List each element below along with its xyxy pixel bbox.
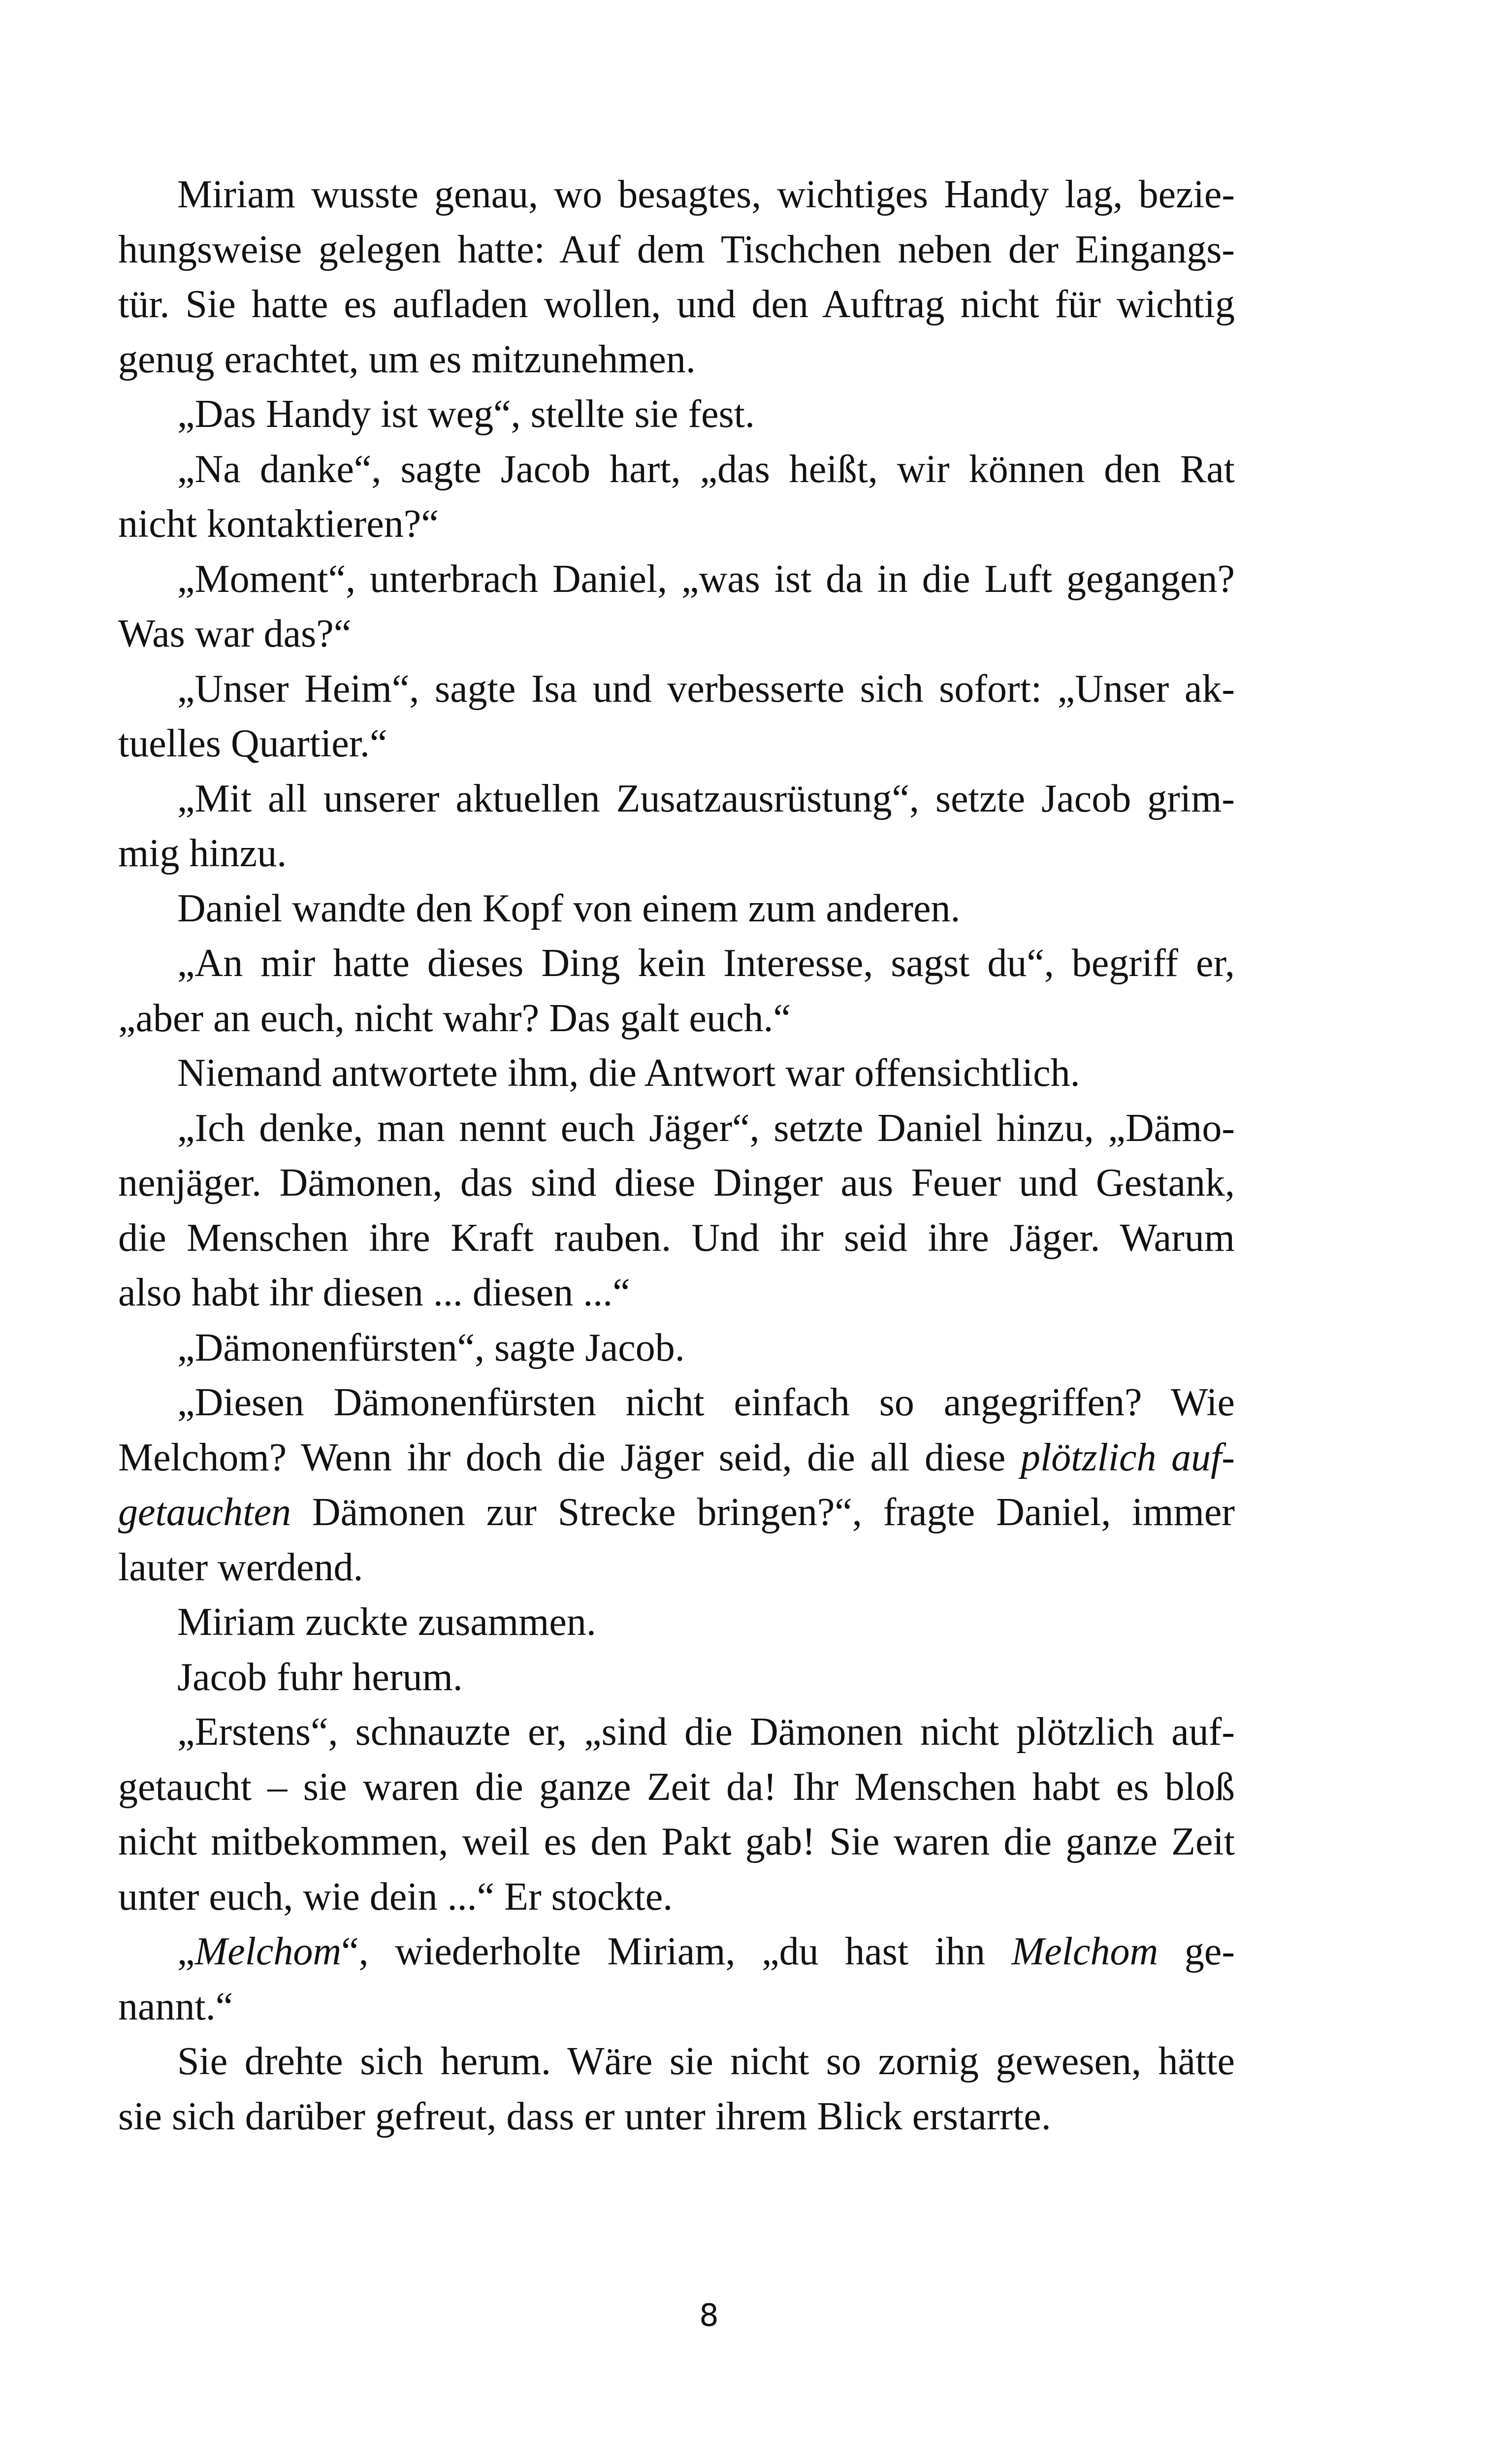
text-line — [118, 167, 1235, 223]
text-segment: „An mir hatte dieses Ding kein Interesse, sagst du“, begriff er, — [177, 942, 1235, 985]
text-segment: „Ich denke, man nennt euch Jäger“, setzte Daniel hinzu, „Dämo- — [177, 1106, 1235, 1150]
text-line — [118, 717, 1235, 772]
text-line — [118, 1156, 1235, 1211]
text-segment: „Unser Heim“, sagte Isa und verbesserte sich sofort: „Unser ak- — [177, 667, 1235, 711]
text-segment: „Erstens“, schnauzte er, „sind die Dämonen nicht plötzlich auf- — [177, 1710, 1235, 1754]
italic-text: Melchom — [194, 1930, 342, 1973]
text-segment: nenjäger. Dämonen, das sind diese Dinger aus Feuer und Gestank, — [118, 1161, 1235, 1205]
text-segment: Melchom? Wenn ihr doch die Jäger seid, die all diese — [118, 1435, 1021, 1479]
text-segment: „ — [177, 1930, 195, 1973]
text-line — [118, 826, 1235, 881]
text-segment: hungsweise gelegen hatte: Auf dem Tischchen neben der Eingangs- — [118, 228, 1235, 271]
text-segment: tuelles Quartier.“ — [118, 722, 387, 765]
text-line — [118, 1375, 1235, 1431]
text-segment: Sie drehte sich herum. Wäre sie nicht so zornig gewesen, hätte — [177, 2040, 1235, 2083]
text-line — [118, 1760, 1235, 1815]
text-line — [118, 1870, 1235, 1925]
text-line — [118, 2089, 1235, 2145]
text-line — [118, 277, 1235, 332]
text-segment: tür. Sie hatte es aufladen wollen, und den Auftrag nicht für wichtig — [118, 283, 1235, 326]
text-line — [118, 1321, 1235, 1376]
text-segment: „Das Handy ist weg“, stellte sie fest. — [177, 392, 755, 436]
text-line — [118, 552, 1235, 607]
text-segment: mig hinzu. — [118, 832, 287, 875]
text-line — [118, 936, 1235, 991]
text-segment: „Mit all unserer aktuellen Zusatzausrüstung“, setzte Jacob grim- — [177, 777, 1235, 820]
text-segment: ge- — [1158, 1930, 1235, 1973]
text-segment: „Moment“, unterbrach Daniel, „was ist da in die Luft gegangen? — [177, 557, 1235, 601]
text-segment: „Na danke“, sagte Jacob hart, „das heißt, wir können den Rat — [177, 447, 1235, 491]
text-line — [118, 881, 1235, 937]
text-line — [118, 332, 1235, 388]
text-segment: nicht mitbekommen, weil es den Pakt gab! Sie waren die ganze Zeit — [118, 1820, 1235, 1863]
body-text — [118, 167, 1235, 2144]
text-line — [118, 223, 1235, 278]
text-line — [118, 772, 1235, 827]
text-line — [118, 1540, 1235, 1596]
text-segment: nannt.“ — [118, 1985, 233, 2028]
text-segment: Jacob fuhr herum. — [177, 1655, 463, 1699]
text-line — [118, 387, 1235, 442]
text-line — [118, 2034, 1235, 2089]
text-line — [118, 1980, 1235, 2035]
text-line — [118, 1431, 1235, 1486]
text-line — [118, 991, 1235, 1046]
text-segment: Miriam wusste genau, wo besagtes, wichtiges Handy lag, bezie- — [177, 173, 1235, 216]
page-number: 8 — [699, 2297, 719, 2333]
text-line — [118, 1211, 1235, 1266]
text-line — [118, 1705, 1235, 1760]
text-line — [118, 1815, 1235, 1870]
text-segment: Was war das?“ — [118, 612, 352, 655]
text-line — [118, 1101, 1235, 1156]
text-segment: unter euch, wie dein ...“ Er stockte. — [118, 1875, 673, 1919]
italic-text: getauchten — [118, 1491, 291, 1534]
text-line — [118, 1266, 1235, 1321]
text-line — [118, 607, 1235, 662]
text-segment: getaucht – sie waren die ganze Zeit da! Ihr Menschen habt es bloß — [118, 1765, 1235, 1809]
text-segment: Dämonen zur Strecke bringen?“, fragte Daniel, immer — [290, 1491, 1235, 1534]
text-line — [118, 1595, 1235, 1650]
text-line — [118, 1650, 1235, 1705]
text-segment: „Dämonenfürsten“, sagte Jacob. — [177, 1326, 685, 1369]
text-segment: genug erachtet, um es mitzunehmen. — [118, 337, 696, 381]
text-segment: also habt ihr diesen ... diesen ...“ — [118, 1271, 630, 1314]
text-line — [118, 1485, 1235, 1540]
italic-text: Melchom — [1011, 1930, 1158, 1973]
text-line — [118, 1924, 1235, 1980]
italic-text: plötzlich auf- — [1021, 1435, 1235, 1479]
text-segment: „Diesen Dämonenfürsten nicht einfach so angegriffen? Wie — [177, 1381, 1235, 1424]
text-line — [118, 442, 1235, 497]
text-line — [118, 662, 1235, 717]
text-segment: “, wiederholte Miriam, „du hast ihn — [341, 1930, 1012, 1973]
text-segment: sie sich darüber gefreut, dass er unter ihrem Blick erstarrte. — [118, 2094, 1051, 2138]
text-segment: die Menschen ihre Kraft rauben. Und ihr seid ihre Jäger. Warum — [118, 1216, 1235, 1260]
text-line — [118, 1046, 1235, 1101]
text-segment: Miriam zuckte zusammen. — [177, 1600, 596, 1644]
text-segment: Daniel wandte den Kopf von einem zum anderen. — [177, 886, 961, 930]
text-line — [118, 497, 1235, 552]
text-segment: lauter werdend. — [118, 1545, 363, 1589]
text-segment: „aber an euch, nicht wahr? Das galt euch.“ — [118, 996, 791, 1040]
text-segment: nicht kontaktieren?“ — [118, 502, 439, 546]
text-segment: Niemand antwortete ihm, die Antwort war offensichtlich. — [177, 1051, 1080, 1095]
